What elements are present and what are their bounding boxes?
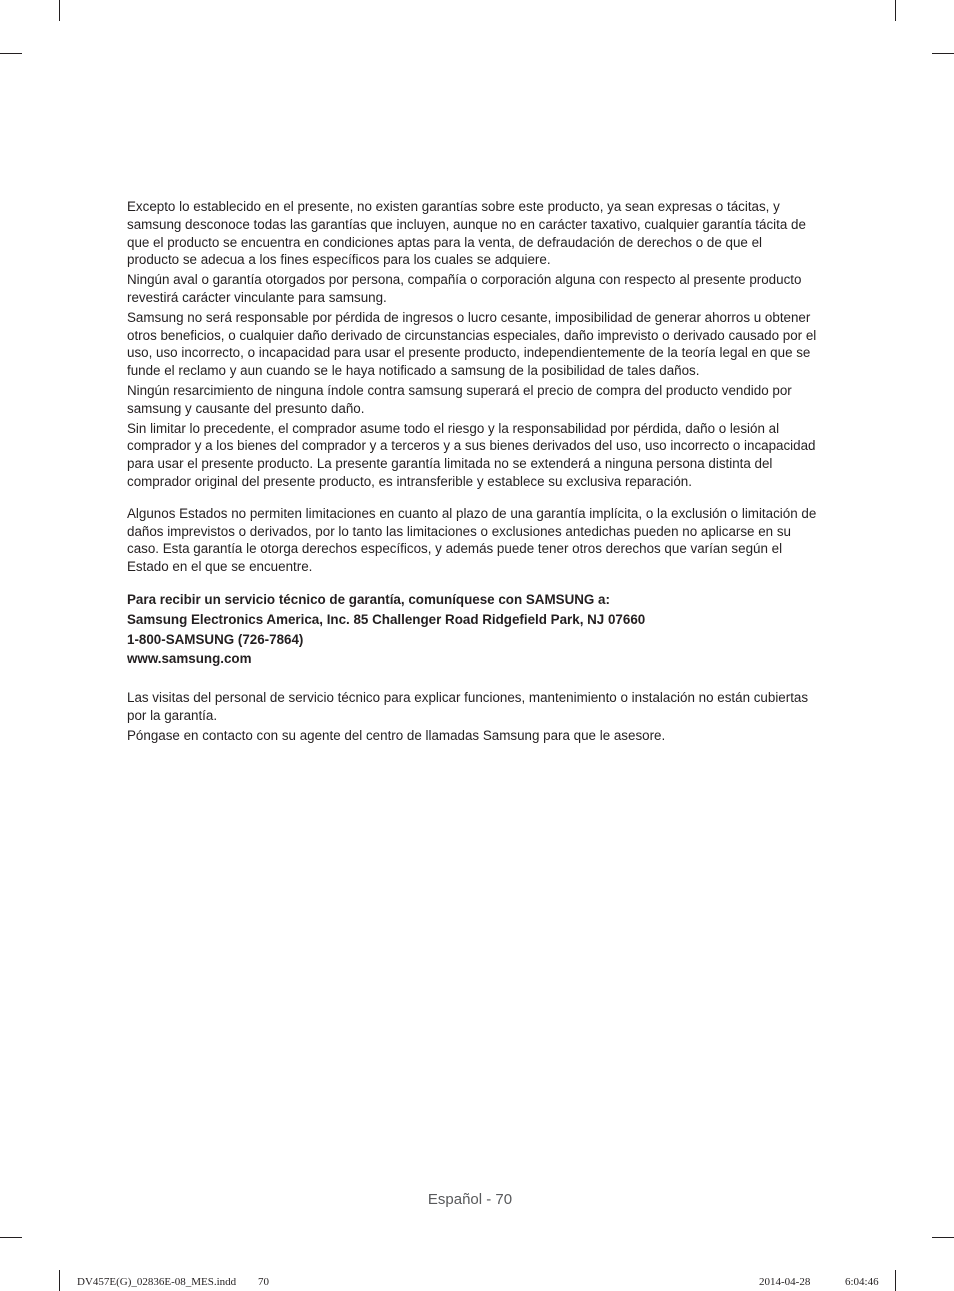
service-contact-address: Samsung Electronics America, Inc. 85 Challenger Road Ridgefield Park, NJ 07660: [127, 611, 646, 627]
service-contact-phone: 1-800-SAMSUNG (726-7864): [127, 631, 304, 647]
warranty-paragraph: Ningún resarcimiento de ninguna índole contra samsung superará el precio de compra del producto vendido por samsung y causante del presunto daño.: [127, 382, 792, 416]
warranty-paragraph: Excepto lo establecido en el presente, no existen garantías sobre este producto, ya sean expresas o tácitas, y samsung desconoce todas las garantías que incluyen, aunque no en carácter taxativo, cualquier garantía tácita de que el producto se encuentra en condiciones aptas para la venta, de defraudación de derechos o de que el producto se adecua a los fines específicos para los cuales se adquiere.: [127, 199, 806, 268]
warranty-paragraph: Ningún aval o garantía otorgados por persona, compañía o corporación alguna con respecto al presente producto revestirá carácter vinculante para samsung.: [127, 272, 802, 305]
service-contact-website: www.samsung.com: [127, 651, 252, 667]
service-contact-block: [127, 590, 817, 669]
service-contact-heading: Para recibir un servicio técnico de garantía, comuníquese con SAMSUNG a:: [127, 591, 610, 607]
page-number: [0, 1191, 954, 1208]
warranty-paragraph: Samsung no será responsable por pérdida de ingresos o lucro cesante, imposibilidad de generar ahorros u obtener otros beneficios, o cualquier daño derivado de circunstancias especiales, daño imprevisto o derivado causado por el uso, uso incorrecto, o incapacidad para usar el presente producto, independientemente de la teoría legal en que se funde el reclamo y aun cuando se le haya notificado a samsung de la posibilidad de tales daños.: [127, 309, 817, 379]
crop-mark-top-left-vertical: [59, 0, 60, 21]
crop-mark-bottom-left-horizontal: [0, 1237, 22, 1238]
crop-mark-bottom-right-horizontal: [932, 1237, 954, 1238]
warranty-paragraph: Sin limitar lo precedente, el comprador asume todo el riesgo y la responsabilidad por pérdida, daño o lesión al comprador y a los bienes del comprador y a terceros y a sus bienes derivados del uso, uso incorrecto o incapacidad para usar el presente producto. La presente garantía limitada no se extenderá a ninguna persona distinta del comprador original del presente producto, es intransferible y establece su exclusiva reparación.: [127, 420, 816, 489]
slug-file-name: DV457E(G)_02836E-08_MES.indd: [77, 1276, 237, 1288]
state-limitations-paragraph: Algunos Estados no permiten limitaciones en cuanto al plazo de una garantía implícita, o la exclusión o limitación de daños imprevistos o derivados, por lo tanto las limitaciones o exclusiones antedichas pueden no aplicarse en su caso. Esta garantía le otorga derechos específicos, y además puede tener otros derechos que varían según el Estado en el que se encuentre.: [127, 505, 817, 575]
call-center-note: Póngase en contacto con su agente del centro de llamadas Samsung para que le asesore.: [127, 727, 666, 743]
service-visit-note: Las visitas del personal de servicio técnico para explicar funciones, mantenimiento o instalación no están cubiertas por la garantía.: [127, 690, 809, 723]
warranty-text-body: [127, 198, 817, 747]
crop-mark-top-right-vertical: [895, 0, 896, 21]
crop-mark-top-left-horizontal: [0, 53, 22, 54]
crop-mark-bottom-right-vertical: [895, 1270, 896, 1291]
slug-date: 2014-04-28: [759, 1276, 811, 1288]
crop-mark-bottom-left-vertical: [59, 1270, 60, 1291]
slug-page: 70: [258, 1276, 269, 1288]
crop-mark-top-right-horizontal: [932, 53, 954, 54]
slug-time: 6:04:46: [845, 1276, 879, 1288]
page-number-label: Español - 70: [427, 1191, 513, 1208]
